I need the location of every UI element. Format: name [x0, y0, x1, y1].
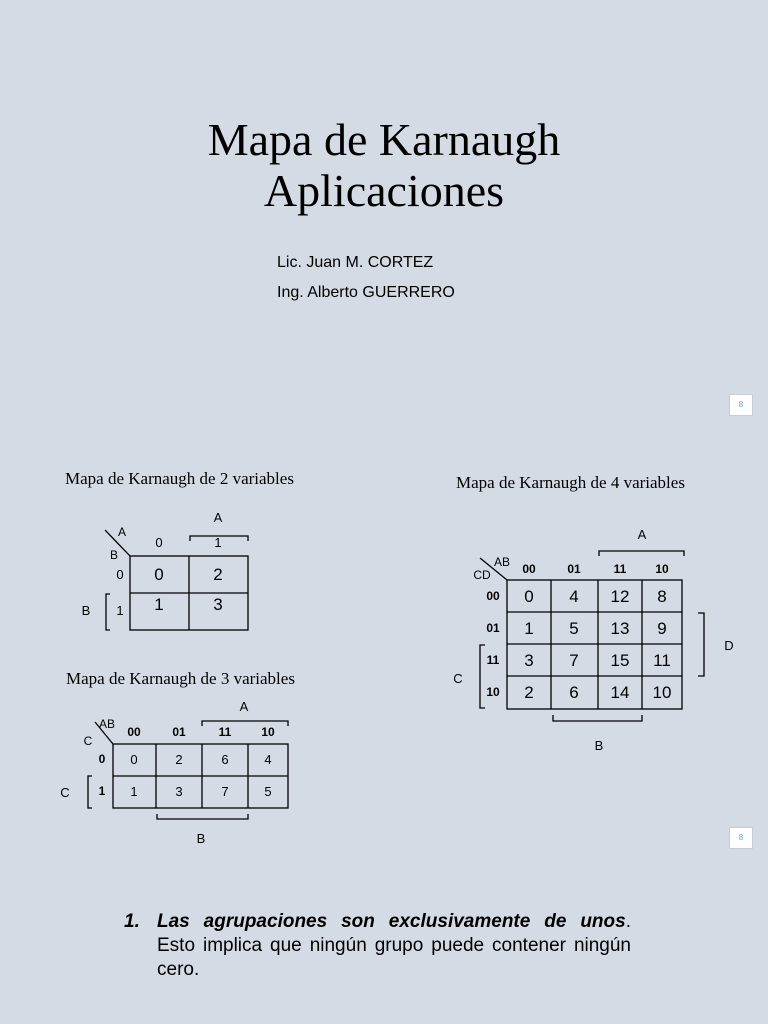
map3-row-header: 1 — [98, 784, 106, 798]
map3-cell: 3 — [175, 784, 183, 799]
map4-cell: 14 — [610, 683, 630, 702]
map3-cell: 1 — [130, 784, 138, 799]
map3-cell: 2 — [175, 752, 183, 767]
map2-cell: 2 — [213, 565, 223, 584]
map4-bracket-left — [480, 645, 485, 708]
map3-cell: 6 — [221, 752, 229, 767]
rule-bold-text: Las agrupaciones son exclusivamente de unos — [157, 911, 626, 932]
map4-bracket-right-label: D — [724, 638, 734, 653]
map4-corner-left: CD — [473, 568, 491, 582]
map2-row-header: 1 — [116, 603, 124, 618]
map3-bracket-bottom-label: B — [196, 831, 206, 846]
map3-corner-left: C — [83, 734, 93, 748]
map4-col-header: 01 — [567, 562, 581, 576]
map4-col-header: 00 — [522, 562, 536, 576]
map2-col-header: 0 — [155, 535, 163, 550]
map4-cell: 7 — [569, 651, 579, 670]
map4-bracket-bottom — [553, 715, 642, 721]
image-placeholder-icon[interactable]: 8 — [729, 827, 753, 849]
map4-bracket-top — [599, 551, 684, 556]
map-lines — [88, 530, 704, 819]
map4-corner-top: AB — [493, 555, 511, 569]
map3-col-header: 10 — [261, 725, 275, 739]
map4-cell: 11 — [653, 651, 671, 670]
map4-cell: 6 — [569, 683, 579, 702]
map2-col-header: 1 — [214, 535, 222, 550]
map4-row-header: 00 — [486, 589, 500, 603]
map3-corner-top: AB — [98, 717, 116, 731]
map3-bracket-bottom — [157, 814, 248, 819]
map4-col-header: 10 — [655, 562, 669, 576]
map4-cell: 1 — [524, 619, 534, 638]
map2-corner-top: A — [117, 525, 127, 539]
title-line-2: Aplicaciones — [263, 165, 505, 216]
map2-cell: 1 — [154, 595, 164, 614]
map4-cell: 8 — [657, 587, 667, 606]
map4-cell: 5 — [569, 619, 579, 638]
map4-row-header: 01 — [486, 621, 500, 635]
map2-bracket-top-label: A — [213, 510, 223, 525]
map4-cell: 4 — [569, 587, 579, 606]
map2-title: Mapa de Karnaugh de 2 variables — [65, 469, 294, 488]
author-1: Lic. Juan M. CORTEZ — [277, 254, 434, 271]
map3-cell: 5 — [264, 784, 272, 799]
map2-bracket-left-label: B — [81, 603, 91, 618]
map4-bracket-top-label: A — [637, 527, 647, 542]
map4-cell: 15 — [610, 651, 630, 670]
map2-cell: 0 — [154, 565, 164, 584]
map4-cell: 3 — [524, 651, 534, 670]
map4-row-header: 11 — [486, 653, 500, 667]
map4-cell: 0 — [524, 587, 534, 606]
map3-row-header: 0 — [98, 752, 106, 766]
map2-row-header: 0 — [116, 567, 124, 582]
map3-cell: 4 — [264, 752, 272, 767]
map4-row-header: 10 — [486, 685, 500, 699]
map3-cell: 0 — [130, 752, 138, 767]
map4-cell: 9 — [657, 619, 667, 638]
map3-bracket-top-label: A — [239, 699, 249, 714]
rule-number: 1. — [124, 911, 140, 932]
map4-cell: 13 — [610, 619, 630, 638]
map4-cell: 12 — [610, 587, 630, 606]
map4-cell: 10 — [652, 683, 672, 702]
rule-rest-text: . Esto implica que ningún grupo puede contener ningún cero. — [157, 911, 631, 980]
map3-title: Mapa de Karnaugh de 3 variables — [66, 669, 295, 688]
map2-corner-left: B — [109, 548, 119, 562]
image-placeholder-icon[interactable]: 8 — [729, 394, 753, 416]
title-line-1: Mapa de Karnaugh — [207, 114, 561, 165]
map3-col-header: 01 — [172, 725, 186, 739]
map3-col-header: 11 — [218, 725, 232, 739]
map4-col-header: 11 — [613, 562, 627, 576]
map2-bracket-left — [106, 594, 110, 630]
map4-bracket-left-label: C — [453, 671, 463, 686]
rule-text — [157, 910, 631, 982]
map2-cell: 3 — [213, 595, 223, 614]
author-2: Ing. Alberto GUERRERO — [277, 284, 455, 301]
map3-bracket-top — [202, 721, 288, 726]
map3-cell: 7 — [221, 784, 229, 799]
map4-title: Mapa de Karnaugh de 4 variables — [456, 473, 685, 492]
map4-bracket-bottom-label: B — [594, 738, 604, 753]
map4-cell: 2 — [524, 683, 534, 702]
map4-bracket-right — [698, 613, 704, 676]
map3-bracket-left — [88, 776, 92, 808]
map3-col-header: 00 — [127, 725, 141, 739]
map3-bracket-left-label: C — [60, 785, 70, 800]
rule-note — [124, 910, 631, 982]
